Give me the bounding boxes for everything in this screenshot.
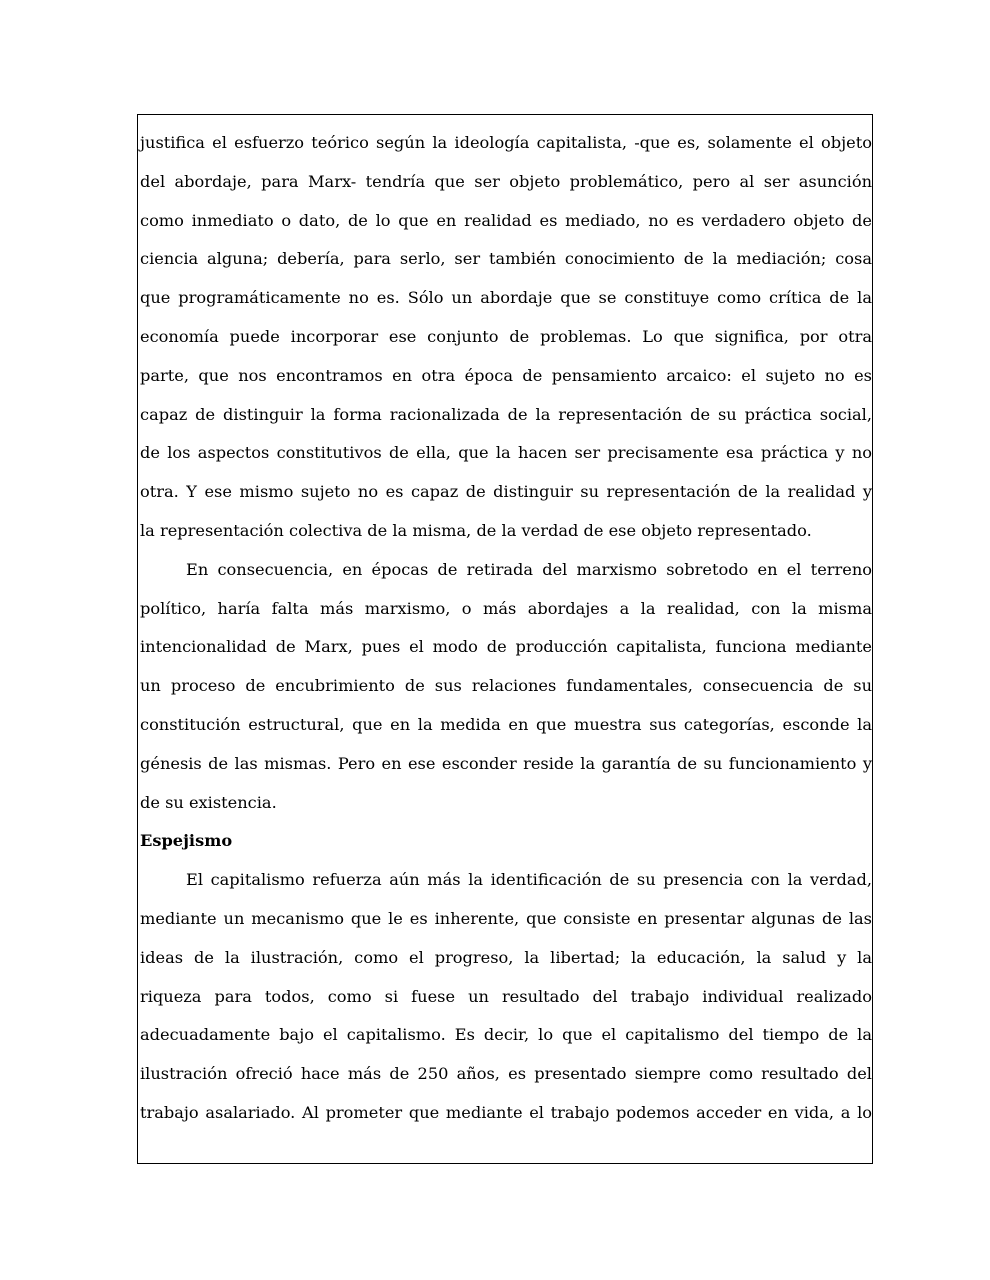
text-line: político, haría falta más marxismo, o más abordajes a la realidad, con la misma — [140, 598, 872, 618]
paragraph-2 — [140, 551, 872, 823]
text-line: mediante un mecanismo que le es inherente, que consiste en presentar algunas de las — [140, 908, 872, 928]
text-line: El capitalismo refuerza aún más la identificación de su presencia con la verdad, — [186, 870, 872, 890]
text-line: ideas de la ilustración, como el progreso, la libertad; la educación, la salud y la — [140, 947, 872, 967]
text-line: otra. Y ese mismo sujeto no es capaz de distinguir su representación de la realidad y — [140, 482, 872, 502]
text-line: ilustración ofreció hace más de 250 años, es presentado siempre como resultado del — [140, 1064, 872, 1084]
document-text — [140, 124, 872, 1133]
text-line: parte, que nos encontramos en otra época de pensamiento arcaico: el sujeto no es — [140, 365, 872, 385]
text-line: génesis de las mismas. Pero en ese esconder reside la garantía de su funcionamiento y — [140, 753, 872, 773]
text-line: economía puede incorporar ese conjunto de problemas. Lo que significa, por otra — [140, 326, 872, 346]
text-line: capaz de distinguir la forma racionalizada de la representación de su práctica social, — [140, 404, 872, 424]
text-line: intencionalidad de Marx, pues el modo de producción capitalista, funciona mediante — [140, 637, 872, 657]
text-line: de los aspectos constitutivos de ella, que la hacen ser precisamente esa práctica y no — [140, 443, 872, 463]
text-line: justifica el esfuerzo teórico según la ideología capitalista, -que es, solamente el objeto — [140, 133, 872, 152]
text-line: como inmediato o dato, de lo que en realidad es mediado, no es verdadero objeto de — [140, 210, 872, 230]
text-line: riqueza para todos, como si fuese un resultado del trabajo individual realizado — [140, 986, 872, 1006]
text-line: la representación colectiva de la misma, de la verdad de ese objeto representado. — [140, 520, 812, 540]
text-line: del abordaje, para Marx- tendría que ser objeto problemático, pero al ser asunción — [140, 171, 872, 191]
text-line: constitución estructural, que en la medida en que muestra sus categorías, esconde la — [140, 714, 872, 734]
text-line: un proceso de encubrimiento de sus relaciones fundamentales, consecuencia de su — [140, 676, 872, 696]
text-line: de su existencia. — [140, 792, 277, 812]
section-heading: Espejismo — [140, 831, 233, 851]
text-line: adecuadamente bajo el capitalismo. Es decir, lo que el capitalismo del tiempo de la — [140, 1025, 872, 1045]
text-line: ciencia alguna; debería, para serlo, ser también conocimiento de la mediación; cosa — [140, 249, 872, 269]
text-line: En consecuencia, en épocas de retirada del marxismo sobretodo en el terreno — [186, 559, 872, 579]
text-line: trabajo asalariado. Al prometer que mediante el trabajo podemos acceder en vida, a lo — [140, 1102, 872, 1122]
paragraph-1 — [140, 124, 872, 551]
text-line: que programáticamente no es. Sólo un abordaje que se constituye como crítica de la — [140, 288, 872, 308]
paragraph-3 — [140, 861, 872, 1133]
